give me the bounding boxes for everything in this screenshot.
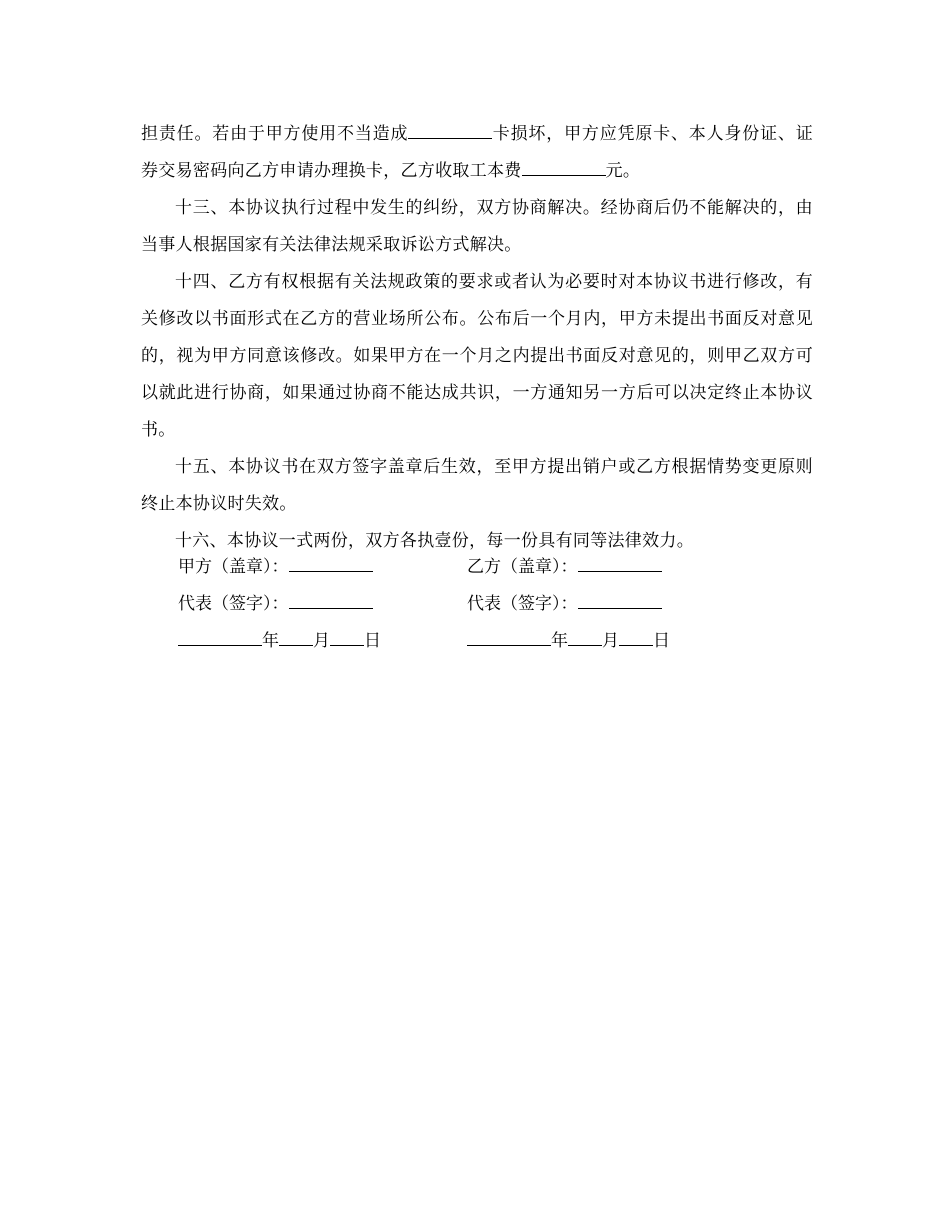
party-a-date-line	[178, 623, 381, 660]
party-b-seal-label: 乙方（盖章）：	[467, 557, 578, 577]
clause-12-text-3: 元。	[605, 161, 641, 181]
clause-14: 十四、乙方有权根据有关法规政策的要求或者认为必要时对本协议书进行修改，有关修改以书面形式在乙方的营业场所公布。公布后一个月内，甲方未提出书面反对意见的，视为甲方同意该修改。如果甲方在一个月之内提出书面反对意见的，则甲乙双方可以就此进行协商，如果通过协商不能达成共识，一方通知另一方后可以决定终止本协议书。	[141, 272, 813, 440]
fee-blank-field	[522, 157, 606, 176]
party-b-seal-blank	[578, 553, 662, 572]
party-b-day-blank	[619, 627, 653, 646]
party-a-seal-line	[178, 549, 381, 586]
party-b-date-line	[467, 623, 670, 660]
clause-13: 十三、本协议执行过程中发生的纠纷，双方协商解决。经协商后仍不能解决的，由当事人根据国家有关法律法规采取诉讼方式解决。	[141, 198, 813, 255]
party-b-sign-label: 代表（签字）：	[467, 594, 578, 614]
party-a-day-label: 日	[364, 631, 381, 651]
party-b-year-blank	[467, 627, 551, 646]
party-a-sign-label: 代表（签字）：	[178, 594, 289, 614]
clause-16: 十六、本协议一式两份，双方各执壹份，每一份具有同等法律效力。	[175, 531, 694, 551]
party-b-day-label: 日	[653, 631, 670, 651]
agreement-body	[141, 116, 813, 560]
party-a-sign-blank	[289, 590, 373, 609]
party-b-month-label: 月	[602, 631, 619, 651]
party-a-month-label: 月	[313, 631, 330, 651]
party-b-year-label: 年	[551, 631, 568, 651]
party-a-year-blank	[178, 627, 262, 646]
clause-12-text-2: 卡损坏，甲方应凭原卡、本人身份证、证券交易密码向乙方申请办理换卡，乙方收取工本费	[141, 124, 814, 181]
card-blank-field	[408, 120, 492, 139]
party-a-signature-block	[178, 549, 381, 660]
party-b-sign-blank	[578, 590, 662, 609]
party-b-month-blank	[568, 627, 602, 646]
party-a-year-label: 年	[262, 631, 279, 651]
party-a-seal-label: 甲方（盖章）：	[178, 557, 289, 577]
clause-12-text-1: 担责任。若由于甲方使用不当造成	[141, 124, 409, 144]
party-a-month-blank	[279, 627, 313, 646]
party-a-sign-line	[178, 586, 381, 623]
party-a-day-blank	[330, 627, 364, 646]
party-b-signature-block	[467, 549, 670, 660]
clause-12-continuation	[141, 116, 813, 190]
party-b-seal-line	[467, 549, 670, 586]
clause-15: 十五、本协议书在双方签字盖章后生效，至甲方提出销户或乙方根据情势变更原则终止本协议时失效。	[141, 457, 813, 514]
party-a-seal-blank	[289, 553, 373, 572]
party-b-sign-line	[467, 586, 670, 623]
